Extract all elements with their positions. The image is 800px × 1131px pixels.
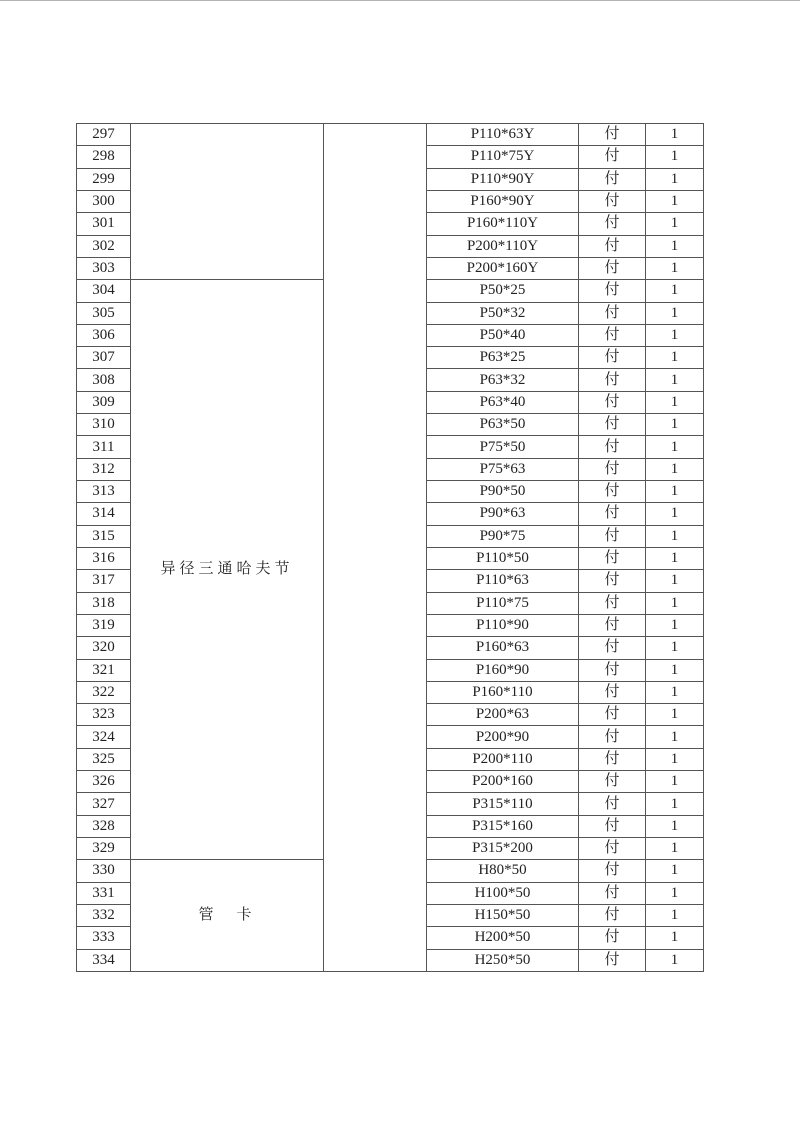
quantity-cell: 1 — [646, 860, 704, 882]
quantity-cell: 1 — [646, 748, 704, 770]
spec-cell: P200*160 — [427, 771, 579, 793]
row-number-cell: 322 — [77, 681, 131, 703]
spec-cell: P315*200 — [427, 838, 579, 860]
unit-cell: 付 — [579, 882, 646, 904]
unit-cell: 付 — [579, 614, 646, 636]
spec-cell: P110*63Y — [427, 124, 579, 146]
unit-cell: 付 — [579, 748, 646, 770]
spec-cell: P315*110 — [427, 793, 579, 815]
unit-cell: 付 — [579, 235, 646, 257]
row-number-cell: 311 — [77, 436, 131, 458]
row-number-cell: 316 — [77, 547, 131, 569]
unit-cell: 付 — [579, 168, 646, 190]
item-name-cell: 管 卡 — [131, 860, 324, 972]
spec-cell: P200*90 — [427, 726, 579, 748]
quantity-cell: 1 — [646, 414, 704, 436]
quantity-cell: 1 — [646, 904, 704, 926]
row-number-cell: 333 — [77, 927, 131, 949]
spec-cell: P90*75 — [427, 525, 579, 547]
spec-cell: P160*90Y — [427, 190, 579, 212]
quantity-cell: 1 — [646, 257, 704, 279]
row-number-cell: 329 — [77, 838, 131, 860]
quantity-cell: 1 — [646, 168, 704, 190]
row-number-cell: 323 — [77, 704, 131, 726]
unit-cell: 付 — [579, 190, 646, 212]
spec-cell: P160*63 — [427, 637, 579, 659]
quantity-cell: 1 — [646, 927, 704, 949]
spec-cell: P160*110 — [427, 681, 579, 703]
parts-table-body — [77, 124, 704, 972]
spec-cell: P50*25 — [427, 280, 579, 302]
quantity-cell: 1 — [646, 503, 704, 525]
spec-cell: H250*50 — [427, 949, 579, 971]
quantity-cell: 1 — [646, 235, 704, 257]
spec-cell: P110*90Y — [427, 168, 579, 190]
unit-cell: 付 — [579, 481, 646, 503]
quantity-cell: 1 — [646, 771, 704, 793]
spec-cell: H80*50 — [427, 860, 579, 882]
unit-cell: 付 — [579, 503, 646, 525]
row-number-cell: 300 — [77, 190, 131, 212]
row-number-cell: 315 — [77, 525, 131, 547]
unit-cell: 付 — [579, 860, 646, 882]
quantity-cell: 1 — [646, 190, 704, 212]
quantity-cell: 1 — [646, 302, 704, 324]
parts-list-table — [76, 123, 704, 972]
spec-cell: H150*50 — [427, 904, 579, 926]
row-number-cell: 317 — [77, 570, 131, 592]
row-number-cell: 299 — [77, 168, 131, 190]
row-number-cell: 325 — [77, 748, 131, 770]
quantity-cell: 1 — [646, 726, 704, 748]
spec-cell: P75*63 — [427, 458, 579, 480]
row-number-cell: 321 — [77, 659, 131, 681]
unit-cell: 付 — [579, 726, 646, 748]
row-number-cell: 310 — [77, 414, 131, 436]
quantity-cell: 1 — [646, 146, 704, 168]
quantity-cell: 1 — [646, 838, 704, 860]
quantity-cell: 1 — [646, 481, 704, 503]
quantity-cell: 1 — [646, 324, 704, 346]
spec-cell: H200*50 — [427, 927, 579, 949]
row-number-cell: 307 — [77, 347, 131, 369]
row-number-cell: 303 — [77, 257, 131, 279]
quantity-cell: 1 — [646, 347, 704, 369]
unit-cell: 付 — [579, 592, 646, 614]
row-number-cell: 308 — [77, 369, 131, 391]
unit-cell: 付 — [579, 704, 646, 726]
quantity-cell: 1 — [646, 815, 704, 837]
quantity-cell: 1 — [646, 793, 704, 815]
unit-cell: 付 — [579, 391, 646, 413]
row-number-cell: 306 — [77, 324, 131, 346]
unit-cell: 付 — [579, 458, 646, 480]
row-number-cell: 298 — [77, 146, 131, 168]
unit-cell: 付 — [579, 637, 646, 659]
quantity-cell: 1 — [646, 592, 704, 614]
unit-cell: 付 — [579, 324, 646, 346]
spec-cell: P90*50 — [427, 481, 579, 503]
spec-cell: P110*75 — [427, 592, 579, 614]
row-number-cell: 318 — [77, 592, 131, 614]
spec-cell: P50*32 — [427, 302, 579, 324]
spec-cell: P160*110Y — [427, 213, 579, 235]
spec-cell: H100*50 — [427, 882, 579, 904]
row-number-cell: 301 — [77, 213, 131, 235]
unit-cell: 付 — [579, 659, 646, 681]
unit-cell: 付 — [579, 793, 646, 815]
quantity-cell: 1 — [646, 704, 704, 726]
row-number-cell: 304 — [77, 280, 131, 302]
unit-cell: 付 — [579, 302, 646, 324]
unit-cell: 付 — [579, 570, 646, 592]
spec-cell: P90*63 — [427, 503, 579, 525]
spec-cell: P160*90 — [427, 659, 579, 681]
row-number-cell: 320 — [77, 637, 131, 659]
spec-cell: P200*160Y — [427, 257, 579, 279]
row-number-cell: 309 — [77, 391, 131, 413]
model-empty-cell — [324, 124, 427, 972]
spec-cell: P110*75Y — [427, 146, 579, 168]
unit-cell: 付 — [579, 347, 646, 369]
row-number-cell: 327 — [77, 793, 131, 815]
spec-cell: P63*50 — [427, 414, 579, 436]
spec-cell: P63*40 — [427, 391, 579, 413]
row-number-cell: 319 — [77, 614, 131, 636]
quantity-cell: 1 — [646, 547, 704, 569]
spec-cell: P200*110 — [427, 748, 579, 770]
row-number-cell: 314 — [77, 503, 131, 525]
row-number-cell: 324 — [77, 726, 131, 748]
unit-cell: 付 — [579, 771, 646, 793]
item-name-cell: 异径三通哈夫节 — [131, 280, 324, 860]
quantity-cell: 1 — [646, 659, 704, 681]
quantity-cell: 1 — [646, 213, 704, 235]
quantity-cell: 1 — [646, 124, 704, 146]
unit-cell: 付 — [579, 124, 646, 146]
row-number-cell: 326 — [77, 771, 131, 793]
spec-cell: P110*50 — [427, 547, 579, 569]
row-number-cell: 305 — [77, 302, 131, 324]
unit-cell: 付 — [579, 436, 646, 458]
quantity-cell: 1 — [646, 614, 704, 636]
unit-cell: 付 — [579, 369, 646, 391]
spec-cell: P200*63 — [427, 704, 579, 726]
unit-cell: 付 — [579, 815, 646, 837]
table-row — [77, 124, 704, 146]
quantity-cell: 1 — [646, 436, 704, 458]
row-number-cell: 334 — [77, 949, 131, 971]
spec-cell: P63*25 — [427, 347, 579, 369]
quantity-cell: 1 — [646, 570, 704, 592]
scan-edge-line — [0, 0, 800, 1]
row-number-cell: 297 — [77, 124, 131, 146]
quantity-cell: 1 — [646, 949, 704, 971]
unit-cell: 付 — [579, 838, 646, 860]
unit-cell: 付 — [579, 525, 646, 547]
spec-cell: P75*50 — [427, 436, 579, 458]
quantity-cell: 1 — [646, 637, 704, 659]
unit-cell: 付 — [579, 547, 646, 569]
unit-cell: 付 — [579, 681, 646, 703]
spec-cell: P110*90 — [427, 614, 579, 636]
spec-cell: P110*63 — [427, 570, 579, 592]
row-number-cell: 331 — [77, 882, 131, 904]
spec-cell: P200*110Y — [427, 235, 579, 257]
quantity-cell: 1 — [646, 681, 704, 703]
quantity-cell: 1 — [646, 458, 704, 480]
unit-cell: 付 — [579, 927, 646, 949]
row-number-cell: 312 — [77, 458, 131, 480]
quantity-cell: 1 — [646, 369, 704, 391]
item-name-cell — [131, 124, 324, 280]
unit-cell: 付 — [579, 904, 646, 926]
unit-cell: 付 — [579, 949, 646, 971]
spec-cell: P50*40 — [427, 324, 579, 346]
quantity-cell: 1 — [646, 391, 704, 413]
quantity-cell: 1 — [646, 882, 704, 904]
unit-cell: 付 — [579, 414, 646, 436]
unit-cell: 付 — [579, 257, 646, 279]
unit-cell: 付 — [579, 213, 646, 235]
unit-cell: 付 — [579, 280, 646, 302]
row-number-cell: 330 — [77, 860, 131, 882]
row-number-cell: 302 — [77, 235, 131, 257]
quantity-cell: 1 — [646, 525, 704, 547]
row-number-cell: 332 — [77, 904, 131, 926]
unit-cell: 付 — [579, 146, 646, 168]
quantity-cell: 1 — [646, 280, 704, 302]
row-number-cell: 328 — [77, 815, 131, 837]
row-number-cell: 313 — [77, 481, 131, 503]
spec-cell: P315*160 — [427, 815, 579, 837]
spec-cell: P63*32 — [427, 369, 579, 391]
